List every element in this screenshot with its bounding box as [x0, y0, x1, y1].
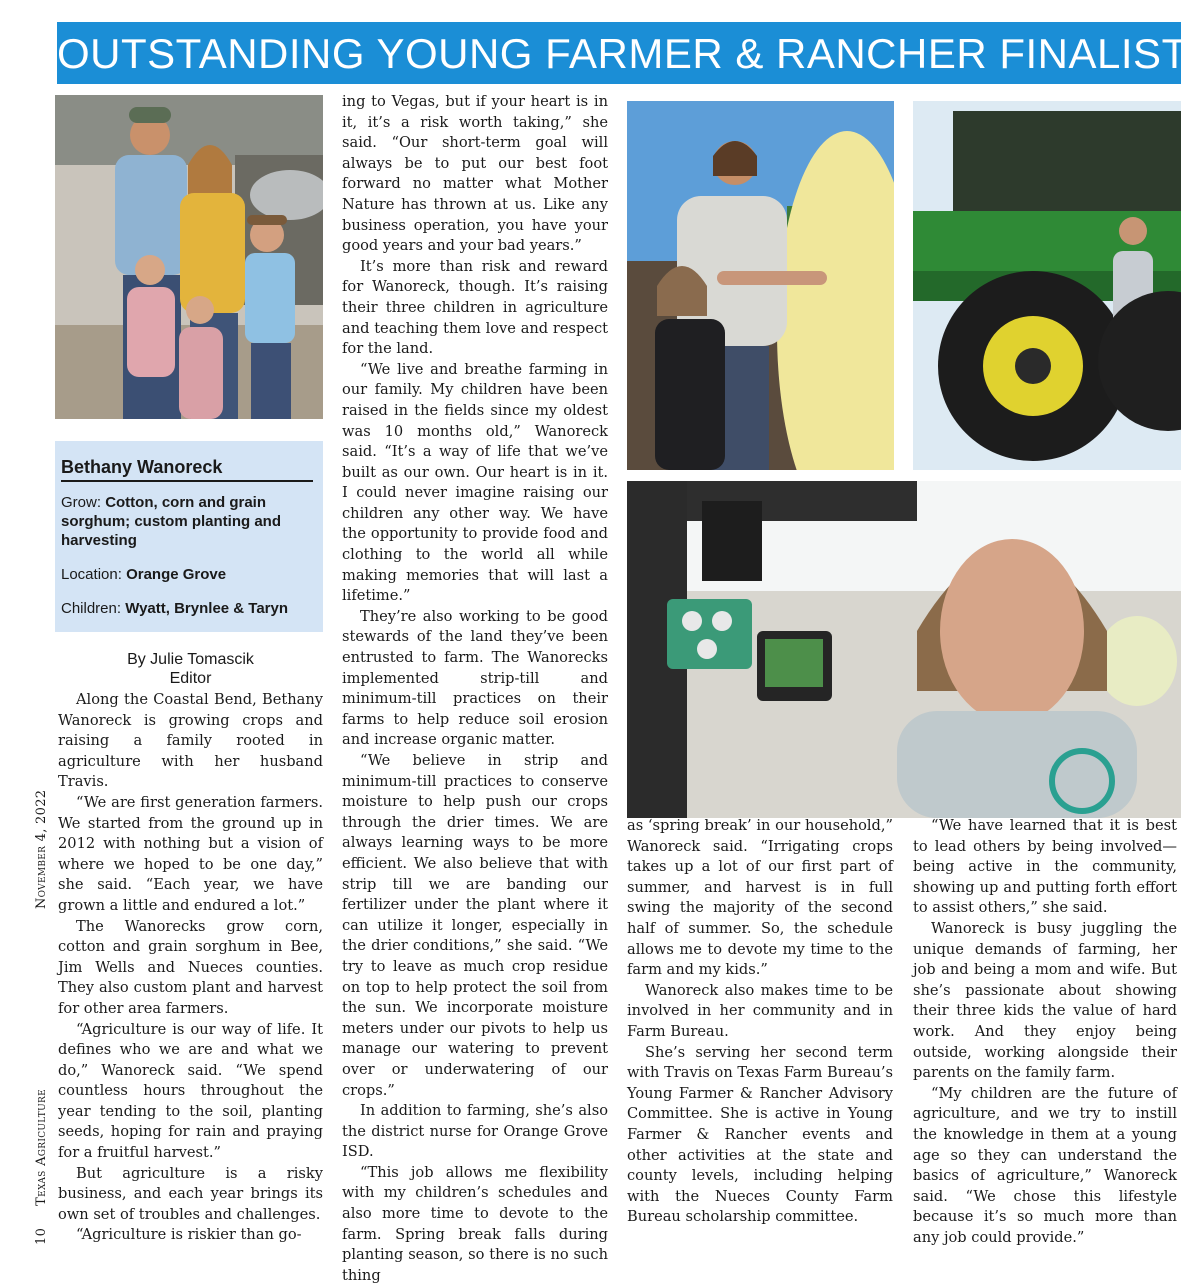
- byline-author: By Julie Tomascik: [127, 651, 254, 668]
- paragraph: “We live and breathe farming in our family. My children have been raised in the fields since my oldest was 10 months old,” Wanoreck said. “It’s a way of life that we’ve built as our own. Our heart is in it. I could never imagine raising our children any other way. We have the opportunity to provide food and clothing to the world all while making memories that will last a lifetime.”: [342, 360, 608, 605]
- paragraph: She’s serving her second term with Travis on Texas Farm Bureau’s Young Farmer & Rancher Advisory Committee. She is active in Young Farmer & Rancher events and other activities at the state and county levels, including helping with the Nueces County Farm Bureau scholarship committee.: [627, 1043, 893, 1226]
- profile-children: [61, 599, 317, 618]
- headline: OUTSTANDING YOUNG FARMER & RANCHER FINALIST: [57, 30, 1188, 77]
- profile-location: [61, 565, 317, 584]
- grow-label: Grow:: [61, 494, 102, 511]
- paragraph: Wanoreck is busy juggling the unique demands of farming, her job and being a mom and wife. But she’s passionate about showing their three kids the value of hard work. And they enjoy being outside, working alongside their parents on the family farm.: [913, 919, 1177, 1082]
- paragraph: It’s more than risk and reward for Wanoreck, though. It’s raising their three children in agriculture and teaching them love and respect for the land.: [342, 257, 608, 358]
- article-column-2: [342, 92, 608, 1286]
- children-value: Wyatt, Brynlee & Taryn: [125, 600, 289, 617]
- byline: [58, 650, 323, 688]
- paragraph: “We are first generation farmers. We started from the ground up in 2012 with nothing but a vision of where we hoped to be one day,” she said. “Each year, we have grown a little and endured a lot.”: [58, 793, 323, 914]
- paragraph: “Agriculture is riskier than go-: [76, 1226, 302, 1244]
- paragraph: ing to Vegas, but if your heart is in it, it’s a risk worth taking,” she said. “Our short-term goal will always be to put our best foot forward no matter what Mother Nature has thrown at us. Like any business operation, you have your good years and your bad years.”: [342, 93, 608, 255]
- paragraph: Wanoreck also makes time to be involved in her community and in Farm Bureau.: [627, 981, 893, 1040]
- cab-photo: [627, 481, 1181, 818]
- paragraph: They’re also working to be good stewards of the land they’ve been entrusted to farm. The Wanorecks implemented strip-till and minimum-till practices on their farms to help reduce soil erosion and increase organic matter.: [342, 607, 608, 749]
- article-column-3: [627, 816, 893, 1228]
- tractor-photo: [913, 101, 1181, 470]
- paragraph: The Wanorecks grow corn, cotton and grain sorghum in Bee, Jim Wells and Nueces counties. They also custom plant and harvest for other area farmers.: [58, 917, 323, 1017]
- profile-box: [55, 441, 323, 632]
- module-photo: [627, 101, 894, 470]
- paragraph: Along the Coastal Bend, Bethany Wanoreck is growing crops and raising a family rooted in agriculture with her husband Travis.: [58, 691, 323, 791]
- headline-banner: [57, 22, 1188, 84]
- family-photo: [55, 95, 323, 419]
- paragraph: “We believe in strip and minimum-till practices to conserve moisture to help push our crops through the drier times. We are always learning ways to be more efficient. We also believe that with strip till we are banding our fertilizer under the plant where it can utilize it longer, especially in the drier conditions,” she said. “We try to leave as much crop residue on top to help protect the soil from the sun. We incorporate moisture meters under our pivots to help us manage our watering to prevent over or underwatering of our crops.”: [342, 752, 608, 1099]
- profile-grow: [61, 493, 317, 550]
- page-number: 10: [34, 1227, 49, 1245]
- children-label: Children:: [61, 600, 122, 617]
- issue-date: November 4, 2022: [34, 789, 49, 910]
- paragraph: But agriculture is a risky business, and each year brings its own set of troubles and challenges.: [58, 1164, 323, 1223]
- article-column-4: [913, 816, 1177, 1248]
- paragraph: In addition to farming, she’s also the district nurse for Orange Grove ISD.: [342, 1102, 608, 1161]
- paragraph: “My children are the future of agriculture, and we try to instill the knowledge in them at a young age so they can understand the basics of agriculture,” Wanoreck said. “We chose this lifestyle because it’s so much more than any job could provide.”: [913, 1084, 1177, 1246]
- paragraph: as ‘spring break’ in our household,” Wanoreck said. “Irrigating crops takes up a lot of our first part of summer, and harvest is in full swing the majority of the second half of summer. So, the schedule allows me to devote my time to the farm and my kids.”: [627, 817, 893, 979]
- grow-value: Cotton, corn and grain sorghum; custom planting and harvesting: [61, 494, 281, 549]
- publication-name: Texas Agriculture: [34, 1089, 49, 1206]
- paragraph: “This job allows me flexibility with my children’s schedules and also more time to devote to the farm. Spring break falls during planting season, so there is no such thing: [342, 1163, 608, 1284]
- profile-name: Bethany Wanoreck: [61, 457, 313, 482]
- paragraph: “Agriculture is our way of life. It defines who we are and what we do,” Wanoreck said. “We spend countless hours throughout the year tending to the soil, planting seeds, hoping for rain and praying for a fruitful harvest.”: [58, 1020, 323, 1162]
- page-footer-vertical: [34, 790, 49, 1245]
- byline-title: Editor: [169, 670, 212, 687]
- location-label: Location:: [61, 566, 122, 583]
- location-value: Orange Grove: [126, 566, 227, 583]
- paragraph: “We have learned that it is best to lead others by being involved—being active in the community, showing up and putting forth effort to assist others,” she said.: [913, 817, 1177, 917]
- article-column-1: [58, 690, 323, 1246]
